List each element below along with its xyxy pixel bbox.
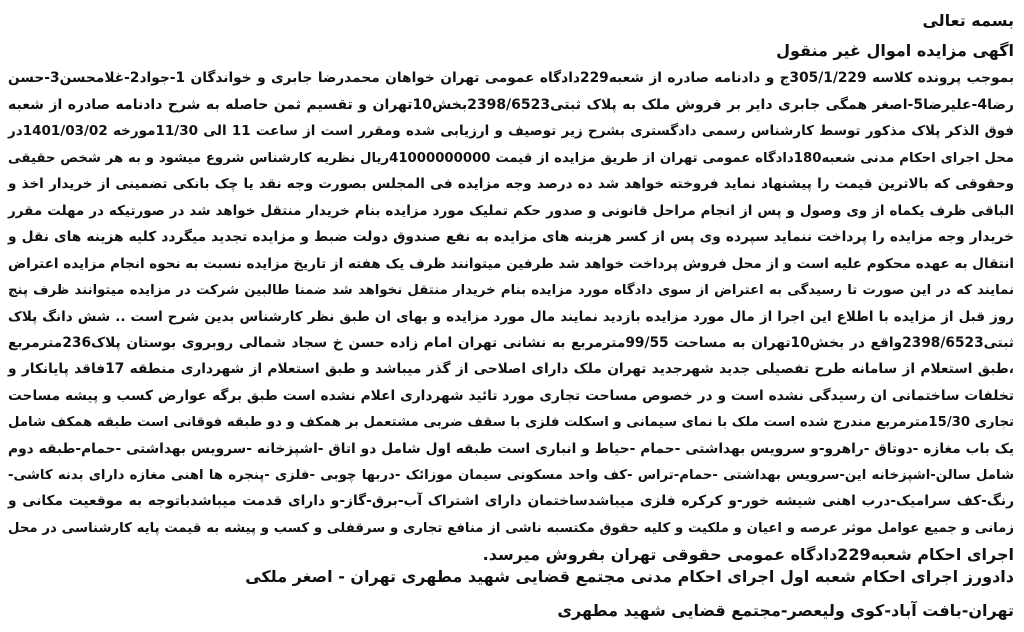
body-line: وحقوقی که بالاترین قیمت را پیشنهاد نماید فروخته خواهد شد ده درصد وجه مزایده فی المجلس بصورت وجه نقد یا چک بانکی تضمینی از خریدار اخذ و <box>8 176 1014 192</box>
body-line: نمایند که در این صورت تا رسیدگی به اعتراض از سوی دادگاه مورد مزایده بنام خریدار منتقل نخواهد شد ضمنا طالبین شرکت در مزایده میتوانند ظرف پنج <box>8 283 1014 298</box>
notice-title: اگهی مزایده اموال غیر منقول <box>776 41 1014 60</box>
body-line: بموجب پرونده کلاسه 305/1/229ج و دادنامه صادره از شعبه229دادگاه عمومی تهران خواهان محمدرضا جابری و خواندگان 1-جواد2-غلامحسن3-حسن <box>8 70 1014 86</box>
body-line: خریدار وجه مزایده را پرداخت ننماید سپرده وی پس از کسر هزینه های مزایده به نفع صندوق دولت ضبط و مزایده تجدید میگردد کلیه هزینه های نقل و <box>8 229 1014 245</box>
signature-line: دادورز اجرای احکام شعبه اول اجرای احکام مدنی مجتمع قضایی شهید مطهری تهران - اصغر ملکی <box>245 567 1014 586</box>
body-line: روز قبل از مزایده با اطلاع این اجرا از مال مورد مزایده بازدید نمایند مال مورد مزایده و بهای ان طبق نظر کارشناس بدین شرح است .. شش دانگ پلاک <box>8 309 1014 325</box>
body-line: ثبتی2398/6523واقع در بخش10تهران به مساحت 99/55مترمربع به نشانی تهران امام زاده حسن خ سجاد شمالی روبروی بوستان پلاک236مترمربع <box>8 335 1014 351</box>
body-line: انتقال به عهده محکوم علیه است و از محل فروش پرداخت خواهد شد طرفین میتوانند ظرف یک هفته از تاریخ مزایده نسبت به نحوه انجام مزایده اعتراض <box>8 256 1014 272</box>
body-line: ،طبق استعلام از سامانه طرح تفصیلی جدید شهرجدید تهران ملک دارای اصلاحی از گذر میباشد و طبق استعلام از شهرداری منطقه 17فاقد پایانکار و <box>8 361 1014 377</box>
body-line: الباقی ظرف یکماه از وی وصول و پس از انجام مراحل قانونی و صدور حکم تملیک مورد مزایده بنام خریدار منتقل خواهد شد در صورتیکه در مهلت مقرر <box>8 203 1014 219</box>
body-line: محل اجرای احکام مدنی شعبه180دادگاه عمومی تهران از طریق مزایده از قیمت 41000000000ریال نظریه کارشناس شروع میشود و به هر شخص حقیقی <box>8 151 1014 166</box>
body-line: شامل سالن-اشپزخانه این-سرویس بهداشتی -حمام-تراس -کف واحد مسکونی سیمان موزائک -دربها چوبی -فلزی -پنجره ها اهنی مغازه دارای بدنه کاشی- <box>8 468 1014 483</box>
body-line: یک باب مغازه -دوتاق -راهرو-و سرویس بهداشتی -حمام -حیاط و انباری است طبقه اول شامل دو اتاق -اشپزخانه -سرویس بهداشتی -حمام-طبقه دوم <box>8 441 1014 457</box>
body-line: تجاری 15/30مترمربع مندرج شده است ملک با نمای سیمانی و اسکلت فلزی با سقف ضربی مشتعمل بر همکف و دو طبقه فوقانی است طبقه همکف شامل <box>8 415 1014 430</box>
address-line: تهران-بافت آباد-کوی ولیعصر-مجتمع قضایی شهید مطهری <box>557 601 1014 620</box>
body-line: رضا4-علیرضا5-اصغر همگی جابری دایر بر فروش ملک به پلاک ثبتی2398/6523بخش10تهران و تقسیم ثمن حاصله به شرح دادنامه صادره از شعبه <box>8 97 1014 113</box>
body-line: رنگ-کف سرامیک-درب اهنی شیشه خور-و کرکره فلزی میباشدساختمان دارای اشتراک آب-برق-گاز-و دارای قدمت میباشدباتوجه به موقعیت مکانی و <box>8 493 1014 509</box>
body-line: فوق الذکر پلاک مذکور توسط کارشناس رسمی دادگستری بشرح زیر توصیف و ارزیابی شده ومقرر است از ساعت 11 الی 11/30مورخه 1401/03/02در <box>8 123 1014 139</box>
body-line: تخلفات ساختمانی ان رسیدگی نشده است و در خصوص مساحت تجاری مورد تائید شهرداری اعلام نشده است طبق برگه عوارض کسب و پیشه مساحت <box>8 388 1014 404</box>
body-line: اجرای احکام شعبه229دادگاه عمومی حقوقی تهران بفروش میرسد. <box>482 545 1014 564</box>
body-line: زمانی و جمیع عوامل موثر عرصه و اعیان و ملکیت و کلیه حقوق مکتسبه ناشی از منافع تجاری و سرقفلی و کسب و پیشه به قیمت پایه کارشناسی در محل <box>8 521 1014 536</box>
basmala-heading: بسمه تعالی <box>922 11 1014 30</box>
